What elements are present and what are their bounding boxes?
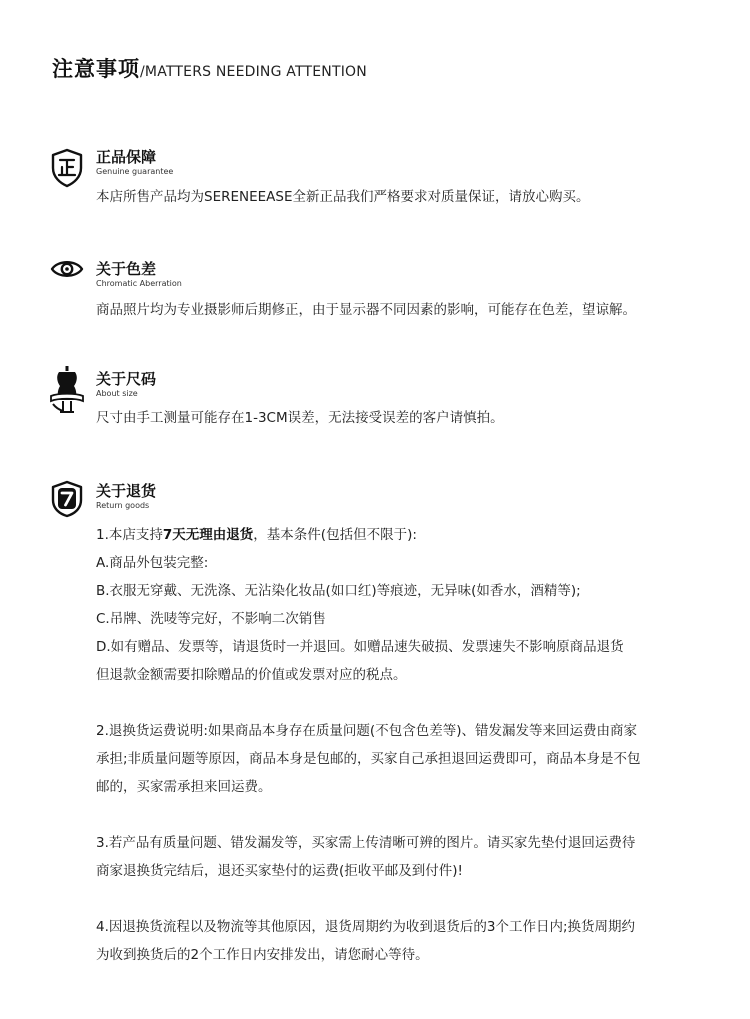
- section-size: [0, 368, 750, 438]
- section-subtitle: About size: [96, 389, 138, 398]
- page-title: 注意事项: [52, 57, 140, 81]
- section-body: 本店所售产品均为SERENEEASE全新正品我们严格要求对质量保证，请放心购买。: [96, 189, 590, 205]
- returns-item-2-line3: 邮的，买家需承担来回运费。: [96, 779, 272, 795]
- section-genuine: [0, 146, 750, 216]
- returns-item-4-line1: 4.因退换货流程以及物流等其他原因，退货周期约为收到退货后的3个工作日内;换货周期约: [96, 919, 636, 935]
- returns-item-1-prefix: 1.本店支持: [96, 527, 163, 543]
- section-subtitle: Chromatic Aberration: [96, 279, 182, 288]
- section-title: 关于退货: [96, 482, 157, 500]
- page-header: [52, 53, 367, 83]
- returns-condition-a: A.商品外包装完整:: [96, 555, 209, 571]
- section-body: 商品照片均为专业摄影师后期修正，由于显示器不同因素的影响，可能存在色差，望谅解。: [96, 302, 636, 318]
- returns-item-3-line1: 3.若产品有质量问题、错发漏发等，买家需上传清晰可辨的图片。请买家先垫付退回运费待: [96, 835, 636, 851]
- section-title: 关于色差: [96, 260, 157, 278]
- section-returns: [0, 480, 750, 980]
- returns-condition-c: C.吊牌、洗唛等完好，不影响二次销售: [96, 611, 326, 627]
- returns-item-1-suffix: ，基本条件(包括但不限于):: [253, 527, 417, 543]
- page-title-en: /MATTERS NEEDING ATTENTION: [140, 64, 367, 80]
- section-title: 关于尺码: [96, 370, 157, 388]
- returns-item-1: [96, 521, 721, 549]
- returns-condition-d-line2: 但退款金额需要扣除赠品的价值或发票对应的税点。: [96, 667, 407, 683]
- returns-condition-b: B.衣服无穿戴、无洗涤、无沾染化妆品(如口红)等痕迹，无异味(如香水，酒精等);: [96, 583, 581, 599]
- seven-days-icon: [50, 479, 84, 519]
- shield-zheng-icon: [50, 148, 84, 188]
- returns-policy-list: [96, 521, 721, 969]
- returns-item-2-line1: 2.退换货运费说明:如果商品本身存在质量问题(不包含色差等)、错发漏发等来回运费由商家: [96, 723, 637, 739]
- returns-condition-d-line1: D.如有赠品、发票等，请退货时一并退回。如赠品速失破损、发票速失不影响原商品退货: [96, 639, 624, 655]
- returns-item-4-line2: 为收到换货后的2个工作日内安排发出，请您耐心等待。: [96, 947, 429, 963]
- returns-item-2-line2: 承担;非质量问题等原因，商品本身是包邮的，买家自己承担退回运费即可，商品本身是不包: [96, 751, 641, 767]
- section-body: 尺寸由手工测量可能存在1-3CM误差，无法接受误差的客户请慎拍。: [96, 410, 504, 426]
- section-chromatic: [0, 258, 750, 328]
- seven-day-return-highlight: 7天无理由退货: [162, 527, 254, 543]
- mannequin-tape-icon: [50, 366, 84, 422]
- eye-icon: [50, 256, 84, 296]
- section-subtitle: Return goods: [96, 501, 150, 510]
- returns-item-3-line2: 商家退换货完结后，退还买家垫付的运费(拒收平邮及到付件)!: [96, 863, 463, 879]
- section-title: 正品保障: [96, 148, 157, 166]
- section-subtitle: Genuine guarantee: [96, 167, 174, 176]
